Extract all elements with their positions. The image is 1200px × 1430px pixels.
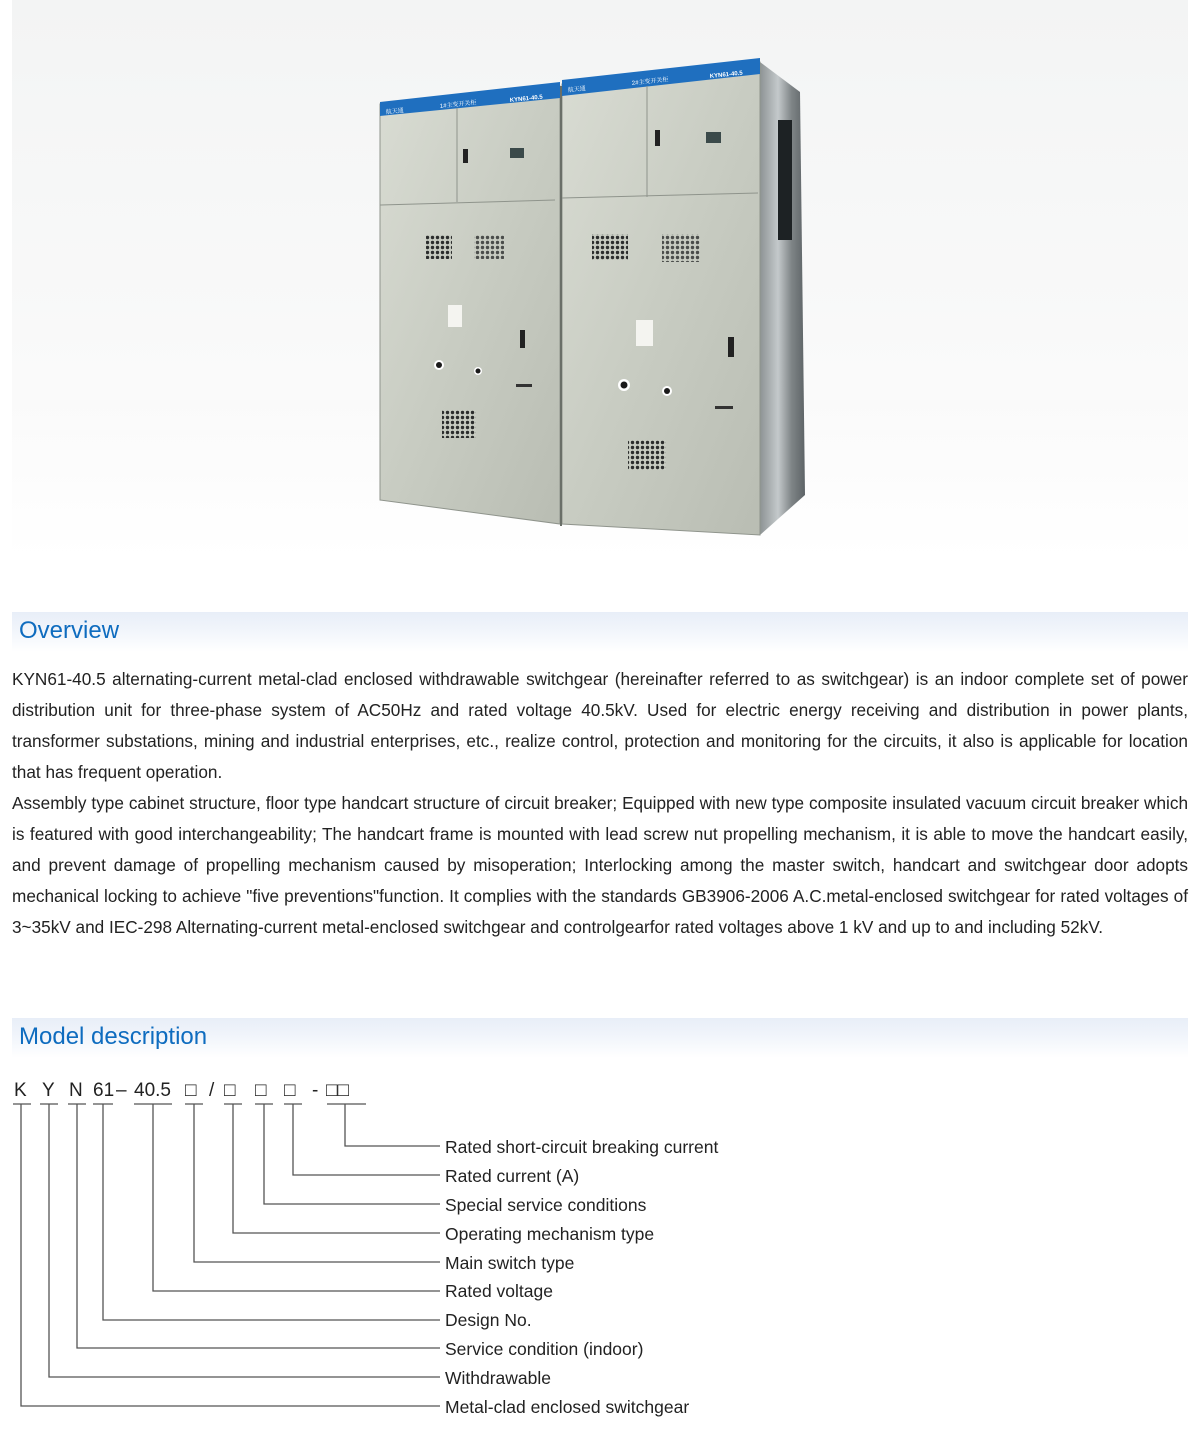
side-window: [778, 120, 792, 240]
leader-metal-clad: [21, 1104, 440, 1406]
label-operating-mechanism: Operating mechanism type: [445, 1224, 655, 1244]
label-breaking-current: Rated short-circuit breaking current: [445, 1137, 719, 1157]
cabinet-left-nameplate: 1#主变开关柜: [439, 100, 477, 110]
vent-grille: [426, 235, 452, 259]
vent-grille: [628, 440, 666, 470]
overview-title: Overview: [19, 617, 120, 644]
product-image-switchgear: [360, 40, 840, 550]
model-description-header: [12, 1018, 1188, 1058]
label-service-condition: Service condition (indoor): [445, 1339, 644, 1359]
leader-withdrawable: [49, 1104, 440, 1377]
vent-grille: [474, 235, 504, 259]
leader-design-no: [103, 1104, 440, 1320]
overview-body: [12, 664, 1188, 943]
cabinet-left-model: KYN61-40.5: [509, 94, 544, 104]
label-rated-current: Rated current (A): [445, 1166, 580, 1186]
overview-paragraph-1: KYN61-40.5 alternating-current metal-clad enclosed withdrawable switchgear (hereinafter referred to as switchgear) is an indoor complete set of power distribution unit for three-phase system of AC50Hz and rated voltage 40.5kV. Used for electric energy receiving and distribution in power plants, transformer substations, mining and industrial enterprises, etc., realize control, protection and monitoring for the circuits, it also is applicable for location that has frequent operation.: [12, 669, 1188, 782]
overview-paragraph-2: Assembly type cabinet structure, floor type handcart structure of circuit breaker; Equipped with new type composite insulated vacuum circuit breaker which is featured with good interchangeability; The handcart frame is mounted with lead screw nut propelling mechanism, it is able to move the handcart easily, and prevent damage of propelling mechanism caused by misoperation; Interlocking among the master switch, handcart and switchgear door adopts mechanical locking to achieve "five preventions"function. It complies with the standards GB3906-2006 A.C.metal-enclosed switchgear for rated voltages of 3~35kV and IEC-298 Alternating-current metal-enclosed switchgear and controlgearfor rated voltages above 1 kV and up to and including 52kV.: [12, 793, 1188, 937]
label-design-no: Design No.: [445, 1310, 532, 1330]
label-metal-clad: Metal-clad enclosed switchgear: [445, 1397, 690, 1417]
model-description-title: Model description: [19, 1023, 208, 1050]
code-part-main-switch: □: [185, 1080, 197, 1101]
leader-rated-voltage: [153, 1104, 440, 1291]
code-part-slash: /: [209, 1080, 215, 1101]
label-withdrawable: Withdrawable: [445, 1368, 552, 1388]
code-part-mechanism: □: [224, 1080, 236, 1101]
cabinet-left: [380, 86, 560, 524]
leader-service-condition: [77, 1104, 440, 1348]
code-part-k: K: [14, 1080, 27, 1101]
code-part-special: □: [255, 1080, 267, 1101]
cabinet-right-nameplate: 2#主变开关柜: [631, 77, 669, 87]
leader-special-service: [264, 1104, 440, 1204]
cabinet-left-logo: 航天通: [385, 108, 405, 116]
code-part-hyphen: -: [312, 1080, 319, 1101]
model-code: [0, 1080, 400, 1110]
label-rated-voltage: Rated voltage: [445, 1281, 553, 1301]
leader-main-switch: [194, 1104, 440, 1262]
leader-breaking-current: [345, 1104, 440, 1146]
overview-header: [12, 612, 1188, 652]
code-part-current: □: [284, 1080, 296, 1101]
code-part-y: Y: [42, 1080, 55, 1101]
cabinet-right-model: KYN61-40.5: [709, 70, 744, 80]
code-part-design-no: 61: [93, 1080, 115, 1101]
code-part-dash: –: [116, 1080, 127, 1101]
door-label: [636, 320, 653, 346]
code-part-breaking: □□: [326, 1080, 349, 1101]
label-main-switch: Main switch type: [445, 1253, 575, 1273]
vent-grille: [442, 410, 476, 438]
leader-operating-mechanism: [233, 1104, 440, 1233]
vent-grille: [592, 234, 628, 260]
code-part-n: N: [69, 1080, 83, 1101]
leader-rated-current: [293, 1104, 440, 1175]
vent-grille: [662, 234, 700, 262]
label-special-service: Special service conditions: [445, 1195, 647, 1215]
cabinet-right-logo: 航天通: [567, 86, 587, 94]
door-label: [448, 305, 462, 327]
code-part-voltage: 40.5: [134, 1080, 171, 1101]
